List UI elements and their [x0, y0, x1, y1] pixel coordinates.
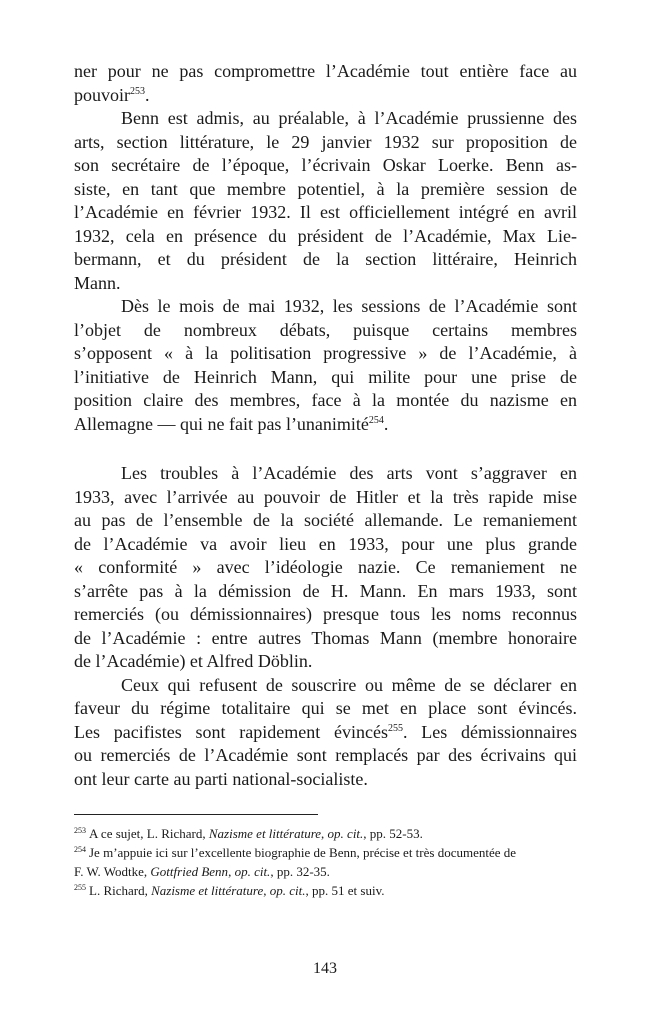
footnote-ref: 254 [368, 414, 384, 426]
footnote-text: A ce sujet, L. Richard, [89, 826, 209, 841]
line-text: de l’Académie va avoir lieu en 1933, pour une plus grande [74, 533, 577, 554]
line-text: ou remerciés de l’Académie sont remplacés par des écrivains qui [74, 745, 577, 765]
text-line [74, 462, 577, 486]
text-line [74, 556, 577, 580]
line-text-after: . [145, 84, 150, 105]
text-line [74, 131, 577, 155]
line-text: au pas de l’ensemble de la société allemande. Le remaniement [74, 510, 577, 530]
line-text: Benn est admis, au préalable, à l’Académie prussienne des [121, 108, 577, 128]
line-text: bermann, et du président de la section littéraire, Heinrich [74, 249, 577, 269]
footnote-number: 254 [74, 845, 86, 854]
line-text: 1932, cela en présence du président de l’Académie, Max Lie- [74, 225, 577, 246]
line-text: l’objet de nombreux débats, puisque certains membres [74, 319, 577, 340]
line-text: s’arrête pas à la démission de H. Mann. En mars 1933, sont [74, 580, 577, 601]
text-line [74, 60, 577, 84]
text-line [74, 413, 577, 437]
footnote [74, 843, 577, 862]
footnote [74, 881, 577, 900]
footnote-number: 255 [74, 883, 86, 892]
line-text: pouvoir [74, 84, 130, 105]
text-line [74, 744, 577, 768]
line-text: ner pour ne pas compromettre l’Académie tout entière face au [74, 61, 577, 81]
line-text: de l’Académie : entre autres Thomas Mann (membre honoraire [74, 627, 577, 648]
text-line [74, 674, 577, 698]
cited-title: Nazisme et littérature [151, 883, 264, 898]
line-text-after: . Les démissionnaires [402, 721, 577, 742]
text-line [74, 627, 577, 651]
text-line [74, 580, 577, 604]
text-line [74, 295, 577, 319]
text-line [74, 154, 577, 178]
line-text: Les troubles à l’Académie des arts vont s’aggraver en [121, 463, 577, 483]
footnote-separator [74, 814, 318, 815]
text-line [74, 509, 577, 533]
text-line [74, 319, 577, 343]
cited-title: op. cit. [327, 826, 364, 841]
body-text [74, 60, 577, 791]
footnote-ref: 253 [130, 85, 145, 97]
footnote-ref: 255 [387, 722, 403, 734]
cited-title: Nazisme et littérature [208, 826, 322, 841]
line-text: son secrétaire de l’époque, l’écrivain Oskar Loerke. Benn as- [74, 155, 577, 175]
text-line [74, 366, 577, 390]
cited-title: op. cit. [234, 864, 271, 879]
cited-title: Gottfried Benn [150, 864, 229, 879]
line-text: « conformité » avec l’idéologie nazie. Ce remaniement ne [74, 557, 577, 577]
text-line [74, 436, 577, 462]
text-line [74, 486, 577, 510]
line-text: Les pacifistes sont rapidement évincés [74, 721, 388, 742]
line-text: Mann. [74, 272, 121, 293]
text-line [74, 697, 577, 721]
line-text: 1933, avec l’arrivée au pouvoir de Hitler et la très rapide mise [74, 486, 577, 507]
footnote-text: F. W. Wodtke, [74, 864, 151, 879]
line-text: remerciés (ou démissionnaires) presque tous les noms reconnus [74, 604, 577, 624]
line-text: ont leur carte au parti national-socialiste. [74, 768, 368, 789]
text-line [74, 342, 577, 366]
footnote-text: , pp. 51 et suiv. [305, 883, 385, 898]
line-text: position claire des membres, face à la montée du nazisme en [74, 390, 577, 410]
footnote-text: , pp. 32-35. [270, 864, 330, 879]
text-line [74, 272, 577, 296]
line-text: l’Académie en février 1932. Il est officiellement intégré en avril [74, 202, 577, 222]
text-line [74, 248, 577, 272]
text-line [74, 107, 577, 131]
footnote-text: , [228, 864, 235, 879]
line-text: faveur du régime totalitaire qui se met en place sont évincés. [74, 698, 577, 718]
line-text-after: . [383, 413, 389, 434]
text-line [74, 225, 577, 249]
line-text: s’opposent « à la politisation progressive » de l’Académie, à [74, 343, 577, 363]
text-line [74, 201, 577, 225]
text-line [74, 721, 577, 745]
footnote-text: L. Richard, [89, 883, 152, 898]
footnote-text: , [263, 883, 270, 898]
line-text: siste, en tant que membre potentiel, à la première session de [74, 178, 577, 199]
footnotes [74, 824, 577, 900]
line-text: Allemagne — qui ne fait pas l’unanimité [74, 413, 369, 434]
footnote-text: , [321, 826, 328, 841]
text-line [74, 178, 577, 202]
footnote [74, 824, 577, 843]
line-text: Dès le mois de mai 1932, les sessions de l’Académie sont [121, 296, 577, 316]
footnote-text: Je m’appuie ici sur l’excellente biographie de Benn, précise et très documentée de [89, 845, 517, 860]
page-number: 143 [313, 960, 337, 977]
footnote-continuation [74, 862, 577, 881]
text-line [74, 768, 577, 792]
line-text: l’initiative de Heinrich Mann, qui milite pour une prise de [74, 366, 577, 387]
line-text: Ceux qui refusent de souscrire ou même de se déclarer en [121, 674, 577, 695]
line-text: de l’Académie) et Alfred Döblin. [74, 651, 313, 671]
footnote-text: , pp. 52-53. [363, 826, 423, 841]
footnote-number: 253 [74, 826, 86, 835]
text-line [74, 533, 577, 557]
line-text: arts, section littérature, le 29 janvier 1932 sur proposition de [74, 131, 577, 152]
text-line [74, 84, 577, 108]
text-line [74, 389, 577, 413]
cited-title: op. cit. [269, 883, 306, 898]
text-line [74, 603, 577, 627]
text-line [74, 650, 577, 674]
